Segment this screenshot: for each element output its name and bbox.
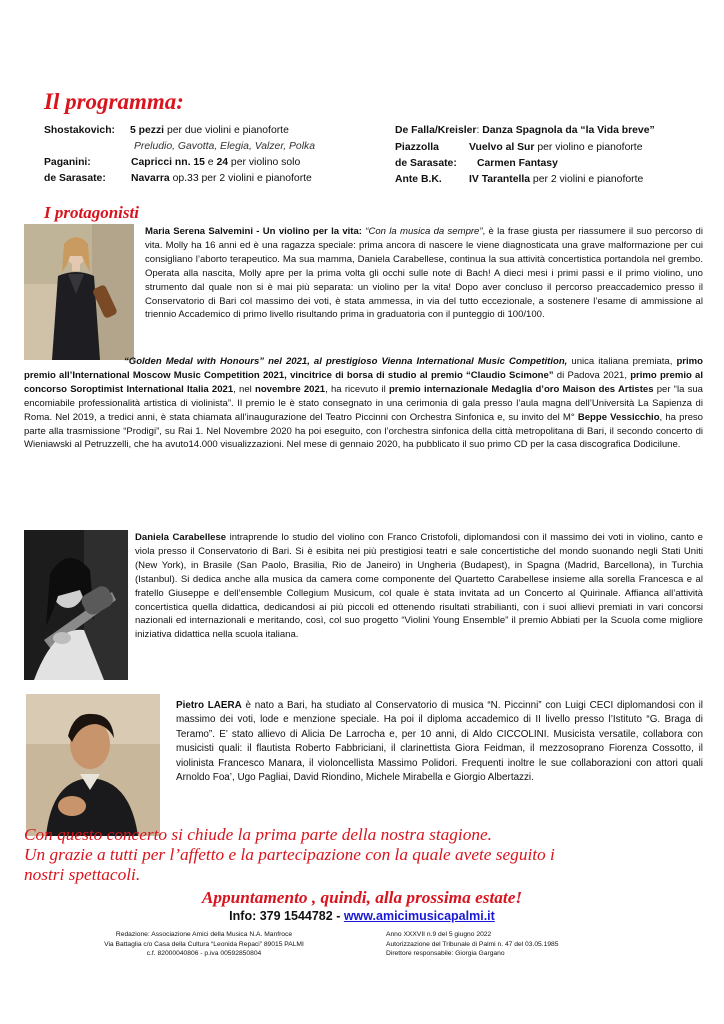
footer-line: Direttore responsabile: Giorgia Gargano	[386, 950, 505, 958]
bio-text: unica italiana premiata,	[567, 356, 677, 367]
bio-text: , è la frase giusta per riassumere il suo percorso di vita. Molly ha 16 anni ed è una ragazza speciale: prima ancora di nascere le viene diagnosticata una grave malformazione per cui consigliano l’aborto terapeutico. Ma sua mamma, Daniela Carabellese, continua la sua attività concertistica portandola nel grembo. Operata alla nascita, Molly apre per la prima volta gli occhi sulle note di Bach! A dieci mesi i primi passi e il primo violino, uno strumento dal quale non si è mai più separata: un violino per la vita! Dopo aver concluso il percorso preaccademico presso il Conservatorio di Bari col massimo dei voti, è stata ammessa, in via del tutto eccezionale, a sostenere l’esame di ammissione al triennio Accademico di primo livello risultando prima in graduatoria con il punteggio di 100/100.	[145, 226, 703, 321]
composer-name: de Sarasate:	[44, 173, 106, 184]
footer-line: Redazione: Associazione Amici della Musica N.A. Manfroce	[115, 931, 293, 938]
closing-line: Un grazie a tutti per l’affetto e la partecipazione con la quale avete seguito i	[24, 845, 555, 864]
work-title: Danza Spagnola da “la Vida breve”	[482, 125, 655, 136]
closing-appointment: Appuntamento , quindi, alla prossima estate!	[201, 888, 523, 907]
program-right	[395, 123, 695, 188]
composer-name: de Sarasate:	[395, 158, 457, 169]
work-title-2: 24	[216, 157, 229, 168]
bio-date: novembre 2021	[255, 383, 326, 395]
photo-maria-serena-salvemini	[24, 224, 134, 360]
bio-quote: “Con la musica da sempre”	[365, 226, 483, 237]
photo-daniela-carabellese	[24, 530, 128, 680]
program-row-shostakovich	[44, 123, 384, 139]
programma-heading: Il programma:	[44, 89, 184, 114]
bio-person: Beppe Vessicchio	[577, 411, 660, 423]
bio-subtitle: - Un violino per la vita:	[252, 226, 366, 237]
bio-text: , nel	[233, 383, 256, 395]
work-desc: per violino e pianoforte	[534, 142, 643, 153]
bio-text: , ha ricevuto il	[325, 383, 389, 395]
portrait-image	[24, 224, 134, 360]
bio-text: è nato a Bari, ha studiato al Conservatorio di musica “N. Piccinni” con Luigi CECI diplomandosi con il massimo dei voti, lode e menzione speciale. Ha poi il diploma accademico di II livello presso l’Istituto “G. Braga di Teramo”. E’ stato allievo di Alicia De Larrocha e, per 10 anni, di Aldo CICCOLINI. Musicista versatile, collabora con musicisti quali: il flautista Roberto Fabbriciani, il clarinettista Giora Feidman, il mezzosoprano Fiorenza Cossotto, il violinista Francesco Manara, il violoncellista Massimo Polidori. Frequenti inoltre le sue collaborazioni con attori quali Arnoldo Foa’, Ugo Pagliai, David Riondino, Michele Mirabella e Giorgio Albertazzi.	[176, 700, 703, 784]
bio-award: primo premio all’International Moscow Music Competition 2021, vincitrice di borsa di studio al premio “Claudio Scimone”	[24, 356, 703, 381]
bio-award-golden-medal: “Golden Medal with Honours” nel 2021, al prestigioso Vienna International Music Competition,	[124, 356, 568, 367]
work-title: Carmen Fantasy	[477, 158, 558, 169]
bio-laera	[176, 699, 703, 785]
portrait-image	[24, 530, 128, 680]
program-row-sarasate-carmen	[395, 156, 695, 172]
info-line	[0, 909, 724, 923]
work-title: Vuelvo al Sur	[469, 142, 535, 153]
bio-salvemini-part2	[24, 355, 703, 452]
program-row-movements	[44, 139, 384, 155]
closing-message	[24, 825, 714, 885]
composer-name: Paganini:	[44, 157, 91, 168]
info-separator: -	[332, 909, 344, 923]
footer-line: Via Battaglia c/o Casa della Cultura “Leonida Repaci” 89015 PALMI	[104, 940, 304, 948]
footer-line: c.f. 82000040806 - p.iva 00592850804	[146, 950, 262, 958]
work-desc: per 2 violini e pianoforte	[530, 174, 644, 185]
program-row-sarasate	[44, 171, 384, 187]
closing-line: Con questo concerto si chiude la prima parte della nostra stagione.	[24, 825, 492, 844]
work-desc: per due violini e pianoforte	[164, 125, 289, 136]
work-conj: e	[204, 157, 217, 168]
bio-text: per “la sua encomiabile professionalità artistica di violinista”. Il premio le è stato consegnato in una cerimonia di gala presso l’aula magna dell’Università La Sapienza di Roma. Nel 2019, a tredici anni, è stata chiamata all’inaugurazione del Teatro Piccinni con Orchestra Sinfonica e, su invito del M°	[24, 383, 703, 423]
program-row-paganini	[44, 155, 384, 171]
work-desc: per violino solo	[228, 157, 301, 168]
work-title: 5 pezzi	[130, 125, 165, 136]
composer-name: De Falla/Kreisler	[395, 125, 477, 136]
bio-salvemini-part1	[145, 225, 703, 322]
bio-carabellese	[135, 531, 703, 642]
bio-award: primo premio al concorso Soroptimist International Italia 2021	[24, 369, 703, 395]
footer-line: Anno XXXVII n.9 del 5 giugno 2022	[386, 931, 492, 938]
footer-right	[386, 930, 646, 959]
composer-name: Ante B.K.	[395, 174, 442, 185]
program-row-piazzolla	[395, 140, 695, 156]
photo-pietro-laera	[26, 694, 160, 836]
composer-name: Piazzolla	[395, 142, 439, 153]
bio-text: , ha preso parte alla trasmissione “Prodigi”, su Rai 1. Nel Novembre 2020 ha poi eseguito, con l’orchestra sinfonica della città metropolitana di Bari, il secondo concerto di Wieniawski al Petruzzelli, che ha avuto14.000 visualizzazioni. Nel mese di gennaio 2020, ha pubblicato il suo primo CD per la casa discografica Dodicilune.	[24, 411, 703, 451]
work-title: IV Tarantella	[469, 174, 531, 185]
bio-text: di Padova 2021,	[553, 369, 631, 381]
bio-text: intraprende lo studio del violino con Franco Cristofoli, diplomandosi con il massimo dei voti in violino, canto e viola presso il Conservatorio di Bari. Si è esibita nei più prestigiosi teatri e sale concertistiche del mondo suonando negli Stati Uniti (New York), in Brasile (San Paolo, Brasilia, Rio de Janeiro) in Ungheria (Budapest), in Spagna (Madrid, Barcellona), in Turchia (Istanbul). Si dedica anche alla musica da camera come componente del Quartetto Carabellese insieme alla sorella Francesca e al fratello Giuseppe e dell’ensemble Collegium Musicum, col quale è stata invitata ad un Concerto al Quirinale. Affianca all’attività concertistica quella didattica, dedicandosi ai più piccoli ed ottenendo risultati strabilianti, con i suoi allievi premiati in vari concorsi nazionali ed internazionali e meritando, così, col suo progetto “Violini Young Ensemble” il premio Abbiati per la Scuola come migliore iniziativa didattica nella scuola italiana.	[135, 532, 703, 641]
work-desc: op.33 per 2 violini e pianoforte	[169, 173, 312, 184]
program-left	[44, 123, 384, 187]
work-title: Navarra	[131, 173, 170, 184]
info-phone: Info: 379 1544782	[229, 909, 333, 923]
composer-name: Shostakovich:	[44, 125, 116, 136]
footer-line: Autorizzazione del Tribunale di Palmi n. 47 del 03.05.1985	[386, 940, 559, 948]
footer-left	[74, 930, 334, 959]
bio-name: Maria Serena Salvemini	[145, 226, 253, 237]
protagonisti-heading: I protagonisti	[44, 203, 139, 222]
bio-award: premio internazionale Medaglia d’oro Maison des Artistes	[388, 383, 654, 395]
portrait-image	[26, 694, 160, 836]
bio-name: Pietro LAERA	[176, 700, 242, 711]
work-title: Capricci nn. 15	[131, 157, 205, 168]
closing-line: nostri spettacoli.	[24, 865, 141, 884]
program-row-defalla	[395, 123, 695, 139]
program-row-ante	[395, 172, 695, 188]
website-link[interactable]: www.amicimusicapalmi.it	[343, 909, 495, 923]
bio-name: Daniela Carabellese	[135, 532, 227, 543]
work-sep: :	[476, 125, 483, 136]
movements-list: Preludio, Gavotta, Elegia, Valzer, Polka	[134, 141, 315, 152]
